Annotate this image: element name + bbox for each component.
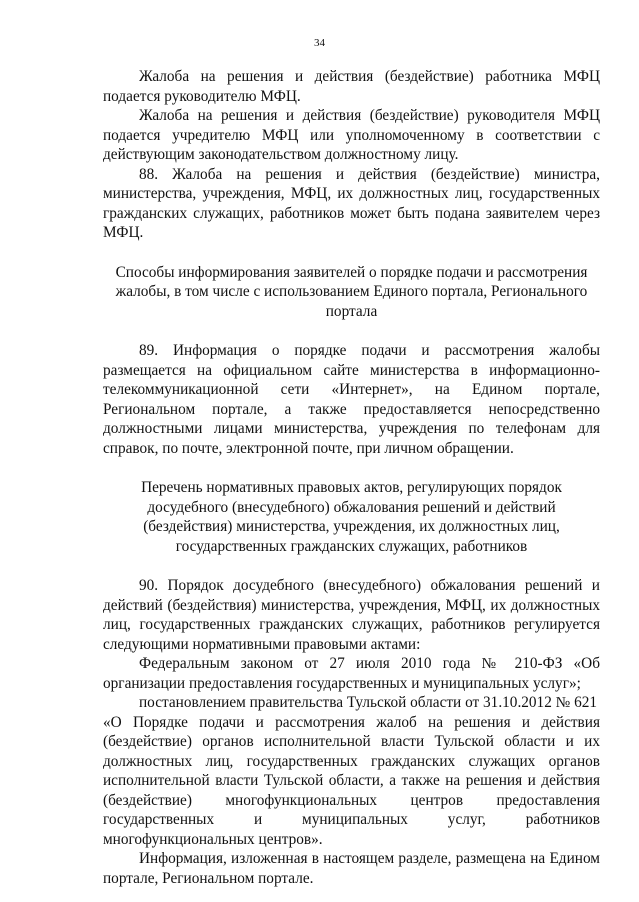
section-heading-normative-acts: Перечень нормативных правовых актов, регулирующих порядок досудебного (внесудебного) обжалования решений и действий (бездействия) министерства, учреждения, их должностных лиц, государственных гражданских служащих, работников: [141, 479, 562, 555]
paragraph-final: Информация, изложенная в настоящем разделе, размещена на Едином портале, Региональном портале.: [103, 850, 600, 887]
page-content: [103, 67, 600, 888]
spacer: [103, 458, 600, 478]
page-number: 34: [314, 37, 325, 49]
spacer: [103, 243, 600, 263]
spacer: [103, 556, 600, 576]
spacer: [103, 321, 600, 341]
paragraph-88: 88. Жалоба на решения и действия (бездействие) министра, министерства, учреждения, МФЦ, их должностных лиц, государственных гражданских служащих, работников может быть подана заявителем через МФЦ.: [103, 165, 600, 241]
paragraph-federal-law: Федеральным законом от 27 июля 2010 года № 210-ФЗ «Об организации предоставления государственных и муниципальных услуг»;: [103, 655, 600, 692]
paragraph-90: 90. Порядок досудебного (внесудебного) обжалования решений и действий (бездействия) министерства, учреждения, МФЦ, их должностных лиц, государственных гражданских служащих, работников регулируется следующими нормативными правовыми актами:: [103, 577, 600, 653]
paragraph-complaint-head: Жалоба на решения и действия (бездействие) руководителя МФЦ подается учредителю МФЦ или уполномоченному в соответствии с действующим законодательством должностному лицу.: [103, 107, 600, 163]
paragraph-89: 89. Информация о порядке подачи и рассмотрения жалобы размещается на официальном сайте министерства в информационно-телекоммуникационной сети «Интернет», на Едином портале, Региональном портале, а также предоставляется непосредственно должностными лицами министерства, учреждения по телефонам для справок, по почте, электронной почте, при личном обращении.: [103, 342, 600, 457]
paragraph-resolution-title: «О Порядке подачи и рассмотрения жалоб на решения и действия (бездействие) органов исполнительной власти Тульской области и их должностных лиц, государственных гражданских служащих органов исполнительной власти Тульской области, а также на решения и действия (бездействие) многофункциональных центров предоставления государственных и муниципальных услуг, работников многофункциональных центров».: [103, 713, 600, 848]
paragraph-resolution: постановлением правительства Тульской области от 31.10.2012 № 621: [139, 694, 598, 711]
section-heading-informing: Способы информирования заявителей о порядке подачи и рассмотрения жалобы, в том числе с использованием Единого портала, Регионального портала: [115, 263, 588, 320]
paragraph-complaint-worker: Жалоба на решения и действия (бездействие) работника МФЦ подается руководителю МФЦ.: [103, 68, 600, 105]
